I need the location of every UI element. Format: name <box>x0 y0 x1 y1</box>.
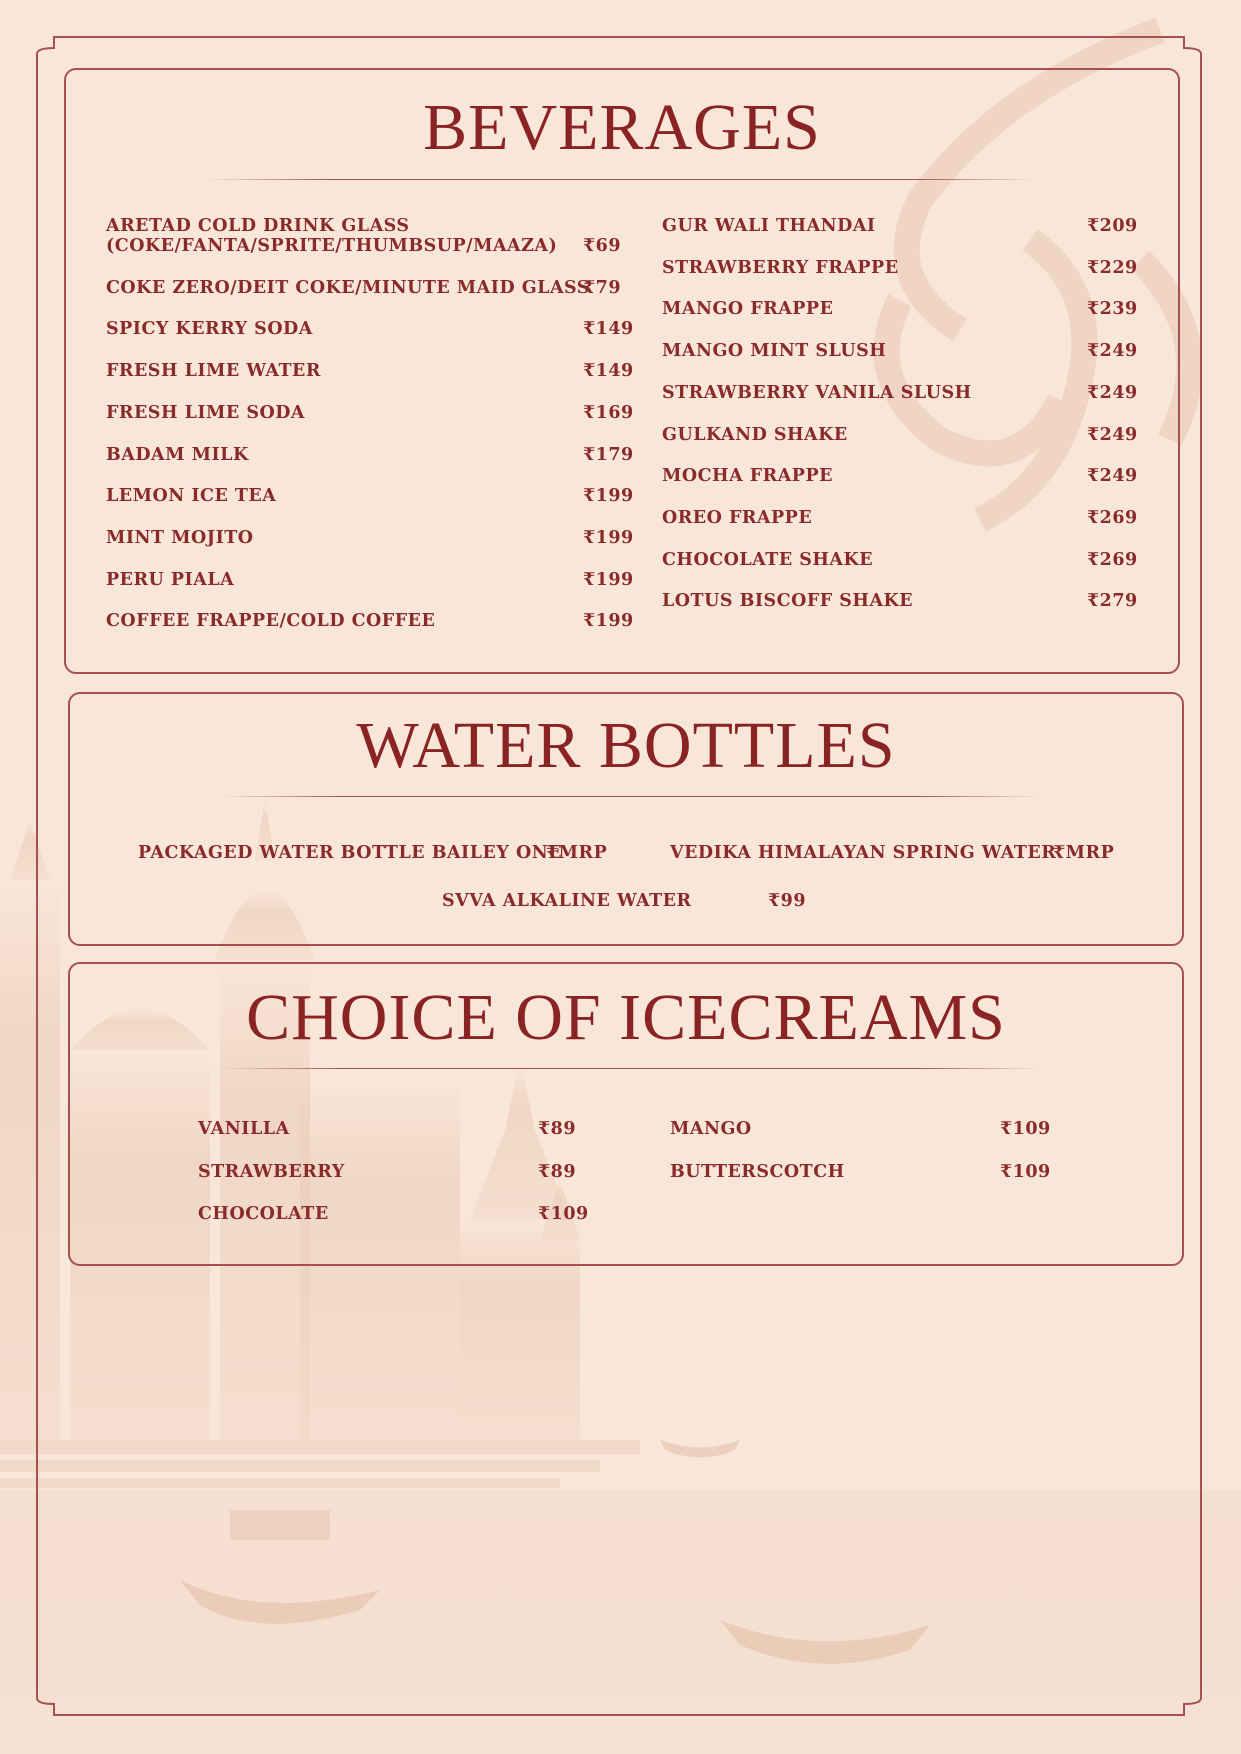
icecreams-title: CHOICE OF ICECREAMS <box>246 981 1006 1054</box>
menu-item-price: ₹149 <box>583 319 634 340</box>
menu-item-name: STRAWBERRY FRAPPE <box>662 257 899 278</box>
menu-item-price: ₹109 <box>538 1204 589 1224</box>
menu-item-price: ₹279 <box>1087 591 1138 612</box>
menu-item-price: ₹269 <box>1087 507 1138 528</box>
menu-item-price: ₹249 <box>1087 466 1138 487</box>
menu-item-name: CHOCOLATE <box>198 1204 329 1224</box>
menu-item-name: MANGO <box>670 1119 752 1139</box>
menu-item-price: ₹199 <box>583 611 634 632</box>
menu-item-price: ₹69 <box>583 236 622 256</box>
menu-item-price: ₹269 <box>1087 549 1138 570</box>
menu-item-name: MOCHA FRAPPE <box>662 466 833 487</box>
menu-item-name: GUR WALI THANDAI <box>662 216 876 236</box>
menu-item-price: ₹249 <box>1087 424 1138 445</box>
icecreams-divider <box>220 1068 1040 1069</box>
menu-item-price: ₹199 <box>583 486 634 507</box>
menu-item-price: ₹199 <box>583 569 634 590</box>
menu-item-price: ₹179 <box>583 444 634 465</box>
menu-item-name: GULKAND SHAKE <box>662 424 848 445</box>
menu-item-price: ₹239 <box>1087 299 1138 320</box>
menu-item-price: ₹249 <box>1087 382 1138 403</box>
menu-item-name: LOTUS BISCOFF SHAKE <box>662 591 914 612</box>
menu-item-name: ARETAD COLD DRINK GLASS <box>106 216 410 236</box>
menu-item-price: ₹229 <box>1087 257 1138 278</box>
menu-item-price: ₹249 <box>1087 341 1138 362</box>
beverages-panel <box>64 68 1180 674</box>
menu-item-price: ₹209 <box>1087 216 1138 236</box>
menu-item-name: PERU PIALA <box>106 569 235 590</box>
water-item-name: PACKAGED WATER BOTTLE BAILEY ONE <box>138 843 563 863</box>
menu-item-price: ₹169 <box>583 402 634 423</box>
menu-item-name: STRAWBERRY <box>198 1161 345 1182</box>
menu-item-name: CHOCOLATE SHAKE <box>662 549 874 570</box>
menu-item-name: SPICY KERRY SODA <box>106 319 313 340</box>
menu-item-name: FRESH LIME SODA <box>106 402 306 423</box>
water-bottles-divider <box>220 796 1040 797</box>
icecreams-panel <box>68 962 1184 1266</box>
menu-item-name: MANGO FRAPPE <box>662 299 834 320</box>
menu-item-price: ₹109 <box>1000 1161 1051 1182</box>
menu-item-price: ₹149 <box>583 361 634 382</box>
menu-item-price: ₹89 <box>538 1161 577 1182</box>
menu-item-name: FRESH LIME WATER <box>106 361 321 382</box>
water-item-price: ₹MRP <box>1053 843 1115 863</box>
water-bottles-title: WATER BOTTLES <box>356 709 896 782</box>
menu-item-price: ₹89 <box>538 1119 577 1139</box>
menu-item-name: BADAM MILK <box>106 444 249 465</box>
beverages-title: BEVERAGES <box>423 91 821 164</box>
menu-item-name: MANGO MINT SLUSH <box>662 341 887 362</box>
menu-item-price: ₹79 <box>583 277 622 298</box>
menu-item-name: BUTTERSCOTCH <box>670 1161 845 1182</box>
water-item-price: ₹99 <box>768 891 807 911</box>
menu-item-name: LEMON ICE TEA <box>106 486 277 507</box>
water-bottles-panel <box>68 692 1184 946</box>
menu-item-name: COKE ZERO/DEIT COKE/MINUTE MAID GLASS <box>106 277 590 298</box>
menu-item-name: STRAWBERRY VANILA SLUSH <box>662 382 972 403</box>
water-item-name: VEDIKA HIMALAYAN SPRING WATER <box>670 843 1057 863</box>
menu-item-price: ₹199 <box>583 527 634 548</box>
beverages-divider <box>206 179 1036 180</box>
menu-item-name: OREO FRAPPE <box>662 507 813 528</box>
water-item-price: ₹MRP <box>546 843 608 863</box>
menu-item-name: MINT MOJITO <box>106 527 254 548</box>
menu-item-name: COFFEE FRAPPE/COLD COFFEE <box>106 611 436 632</box>
menu-item-price: ₹109 <box>1000 1119 1051 1139</box>
water-item-name: SVVA ALKALINE WATER <box>442 891 692 911</box>
menu-item-name: VANILLA <box>198 1119 290 1139</box>
menu-item-name-continued: (COKE/FANTA/SPRITE/THUMBSUP/MAAZA) <box>106 236 558 256</box>
